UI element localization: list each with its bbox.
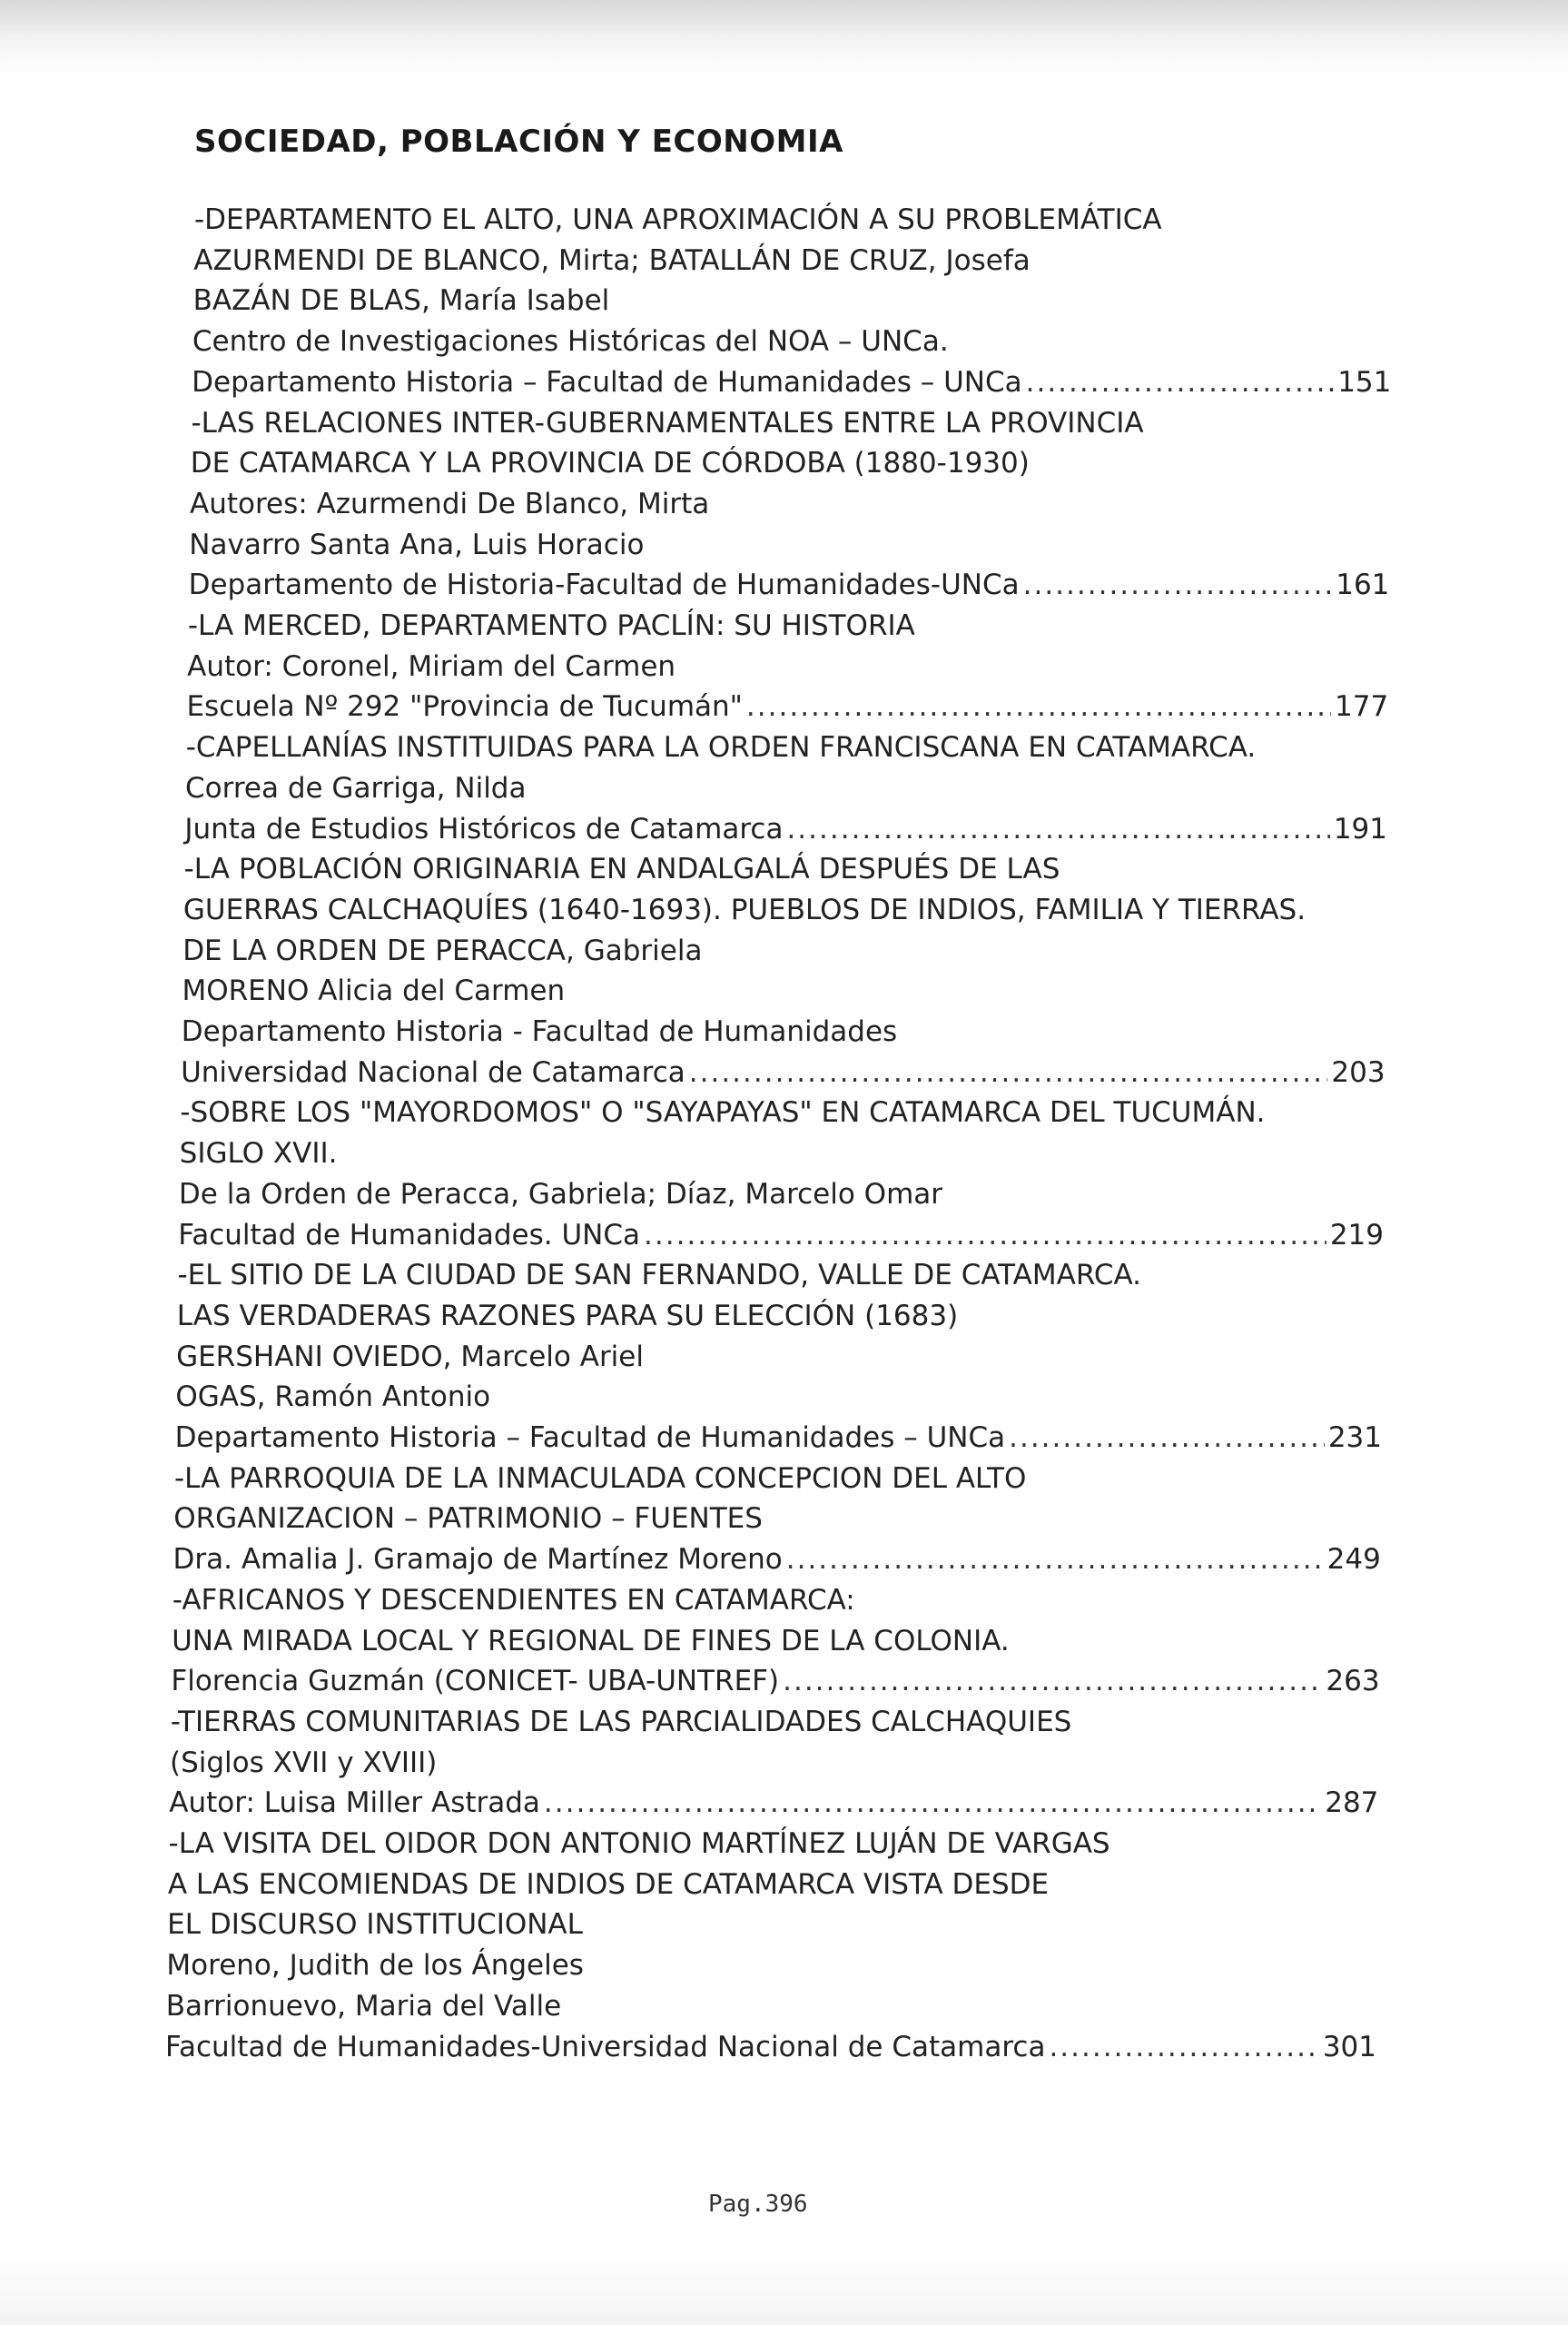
toc-entry-text: Junta de Estudios Históricos de Catamarca xyxy=(184,812,784,846)
toc-entry-text: Facultad de Humanidades. UNCa xyxy=(178,1218,641,1252)
toc-entry-line: -LAS RELACIONES INTER-GUBERNAMENTALES ENTRE LA PROVINCIA xyxy=(191,406,1144,440)
toc-entry-line: GUERRAS CALCHAQUÍES (1640-1693). PUEBLOS DE INDIOS, FAMILIA Y TIERRAS. xyxy=(182,893,1307,926)
toc-page-number: 301 xyxy=(1322,2030,1376,2063)
toc-entry-line: DE LA ORDEN DE PERACCA, Gabriela xyxy=(182,934,703,967)
toc-entry-row xyxy=(175,1420,1382,1456)
toc-entry-line: DE CATAMARCA Y LA PROVINCIA DE CÓRDOBA (1880-1930) xyxy=(190,447,1030,480)
dot-leader xyxy=(1026,364,1335,401)
toc-entry-line: Navarro Santa Ana, Luis Horacio xyxy=(189,528,645,561)
dot-leader xyxy=(544,1785,1321,1821)
toc-entry-text: Universidad Nacional de Catamarca xyxy=(181,1055,685,1089)
toc-entry-line: ORGANIZACION – PATRIMONIO – FUENTES xyxy=(173,1502,763,1536)
toc-entry-row xyxy=(178,1217,1384,1253)
toc-entry-line: -LA MERCED, DEPARTAMENTO PACLÍN: SU HISTORIA xyxy=(187,609,915,642)
toc-entry-row xyxy=(192,364,1391,401)
dot-leader xyxy=(786,811,1329,847)
toc-entry-line: BAZÁN DE BLAS, María Isabel xyxy=(192,284,610,318)
toc-entry-line: UNA MIRADA LOCAL Y REGIONAL DE FINES DE LA COLONIA. xyxy=(172,1624,1010,1657)
toc-entry-line: (Siglos XVII y XVIII) xyxy=(169,1746,438,1779)
toc-entry-row xyxy=(181,1054,1386,1091)
toc-entry-line: Departamento Historia - Facultad de Humanidades xyxy=(181,1015,898,1048)
toc-entry-line: Moreno, Judith de los Ángeles xyxy=(166,1949,584,1983)
toc-page-number: 177 xyxy=(1335,690,1389,724)
toc-entry-line: SIGLO XVII. xyxy=(179,1137,338,1171)
toc-entry-row xyxy=(171,1663,1379,1699)
toc-entry-line: MORENO Alicia del Carmen xyxy=(182,975,566,1008)
dot-leader xyxy=(783,1663,1322,1699)
toc-entry-line: A LAS ENCOMIENDAS DE INDIOS DE CATAMARCA VISTA DESDE xyxy=(167,1867,1050,1901)
toc-entry-text: Departamento de Historia-Facultad de Humanidades-UNCa xyxy=(188,569,1020,602)
toc-page-number: 191 xyxy=(1333,812,1387,846)
toc-page-number: 219 xyxy=(1329,1218,1384,1252)
page-number: Pag.396 xyxy=(708,2191,808,2218)
toc-entry-text: Departamento Historia – Facultad de Humanidades – UNCa xyxy=(174,1421,1006,1454)
toc-entry-line: -LA VISITA DEL OIDOR DON ANTONIO MARTÍNEZ LUJÁN DE VARGAS xyxy=(168,1827,1110,1860)
toc-entry-row xyxy=(186,688,1388,725)
toc-page-number: 231 xyxy=(1327,1421,1382,1454)
toc-entry-line: -SOBRE LOS "MAYORDOMOS" O "SAYAPAYAS" EN CATAMARCA DEL TUCUMÁN. xyxy=(180,1096,1266,1130)
toc-entry-text: Florencia Guzmán (CONICET- UBA-UNTREF) xyxy=(171,1665,780,1698)
toc-entry-line: Autores: Azurmendi De Blanco, Mirta xyxy=(190,487,710,520)
toc-entry-row xyxy=(184,811,1387,847)
dot-leader xyxy=(1023,567,1333,603)
toc-entry-line: -AFRICANOS Y DESCENDIENTES EN CATAMARCA: xyxy=(172,1583,855,1617)
toc-page-number: 263 xyxy=(1326,1665,1380,1698)
dot-leader xyxy=(746,688,1331,725)
dot-leader xyxy=(689,1054,1328,1091)
toc-entry-row xyxy=(189,567,1390,603)
toc-entry-text: Dra. Amalia J. Gramajo de Martínez Moreno xyxy=(173,1543,783,1577)
toc-entry-text: Escuela Nº 292 "Provincia de Tucumán" xyxy=(186,690,743,724)
toc-entry-line: -TIERRAS COMUNITARIAS DE LAS PARCIALIDADES CALCHAQUIES xyxy=(170,1705,1072,1738)
toc-entry-row xyxy=(173,1541,1381,1578)
scan-edge-shadow xyxy=(0,0,1568,54)
toc-entry-line: Autor: Coronel, Miriam del Carmen xyxy=(187,649,676,683)
toc-entry-line: De la Orden de Peracca, Gabriela; Díaz, Marcelo Omar xyxy=(178,1177,943,1211)
toc-entry-line: -LA POBLACIÓN ORIGINARIA EN ANDALGALÁ DESPUÉS DE LAS xyxy=(183,853,1060,886)
toc-entry-line: LAS VERDADERAS RAZONES PARA SU ELECCIÓN (1683) xyxy=(176,1299,959,1332)
toc-entry-line: GERSHANI OVIEDO, Marcelo Ariel xyxy=(176,1340,644,1373)
toc-entry-line: AZURMENDI DE BLANCO, Mirta; BATALLÁN DE CRUZ, Josefa xyxy=(193,243,1031,277)
dot-leader xyxy=(1049,2029,1318,2065)
toc-entry-text: Facultad de Humanidades-Universidad Nacional de Catamarca xyxy=(165,2030,1046,2063)
toc-page-number: 161 xyxy=(1336,569,1390,602)
toc-entry-row xyxy=(169,1785,1378,1821)
toc-page-number: 203 xyxy=(1331,1055,1386,1089)
toc-page-number: 249 xyxy=(1326,1543,1381,1577)
toc-entry-line: -CAPELLANÍAS INSTITUIDAS PARA LA ORDEN FRANCISCANA EN CATAMARCA. xyxy=(185,731,1257,765)
toc-entry-row xyxy=(165,2029,1376,2065)
section-heading: SOCIEDAD, POBLACIÓN Y ECONOMIA xyxy=(194,124,843,160)
toc-entry-text: Autor: Luisa Miller Astrada xyxy=(169,1786,540,1820)
toc-page-number: 151 xyxy=(1337,365,1392,399)
dot-leader xyxy=(786,1541,1324,1578)
toc-entry-line: Barrionuevo, Maria del Valle xyxy=(165,1989,562,2023)
toc-entry-line: -LA PARROQUIA DE LA INMACULADA CONCEPCION DEL ALTO xyxy=(173,1461,1027,1495)
toc-page-number: 287 xyxy=(1325,1786,1379,1820)
dot-leader xyxy=(1009,1420,1325,1456)
dot-leader xyxy=(644,1217,1326,1253)
toc-entry-text: Departamento Historia – Facultad de Humanidades – UNCa xyxy=(192,365,1022,399)
toc-entry-line: Centro de Investigaciones Históricas del NOA – UNCa. xyxy=(192,325,949,359)
toc-entry-line: Correa de Garriga, Nilda xyxy=(185,771,527,805)
toc-entry-line: EL DISCURSO INSTITUCIONAL xyxy=(167,1908,583,1942)
toc-entry-line: OGAS, Ramón Antonio xyxy=(175,1380,491,1414)
toc-entry-line: -DEPARTAMENTO EL ALTO, UNA APROXIMACIÓN A SU PROBLEMÁTICA xyxy=(194,203,1162,236)
toc-entry-line: -EL SITIO DE LA CIUDAD DE SAN FERNANDO, VALLE DE CATAMARCA. xyxy=(177,1259,1141,1292)
